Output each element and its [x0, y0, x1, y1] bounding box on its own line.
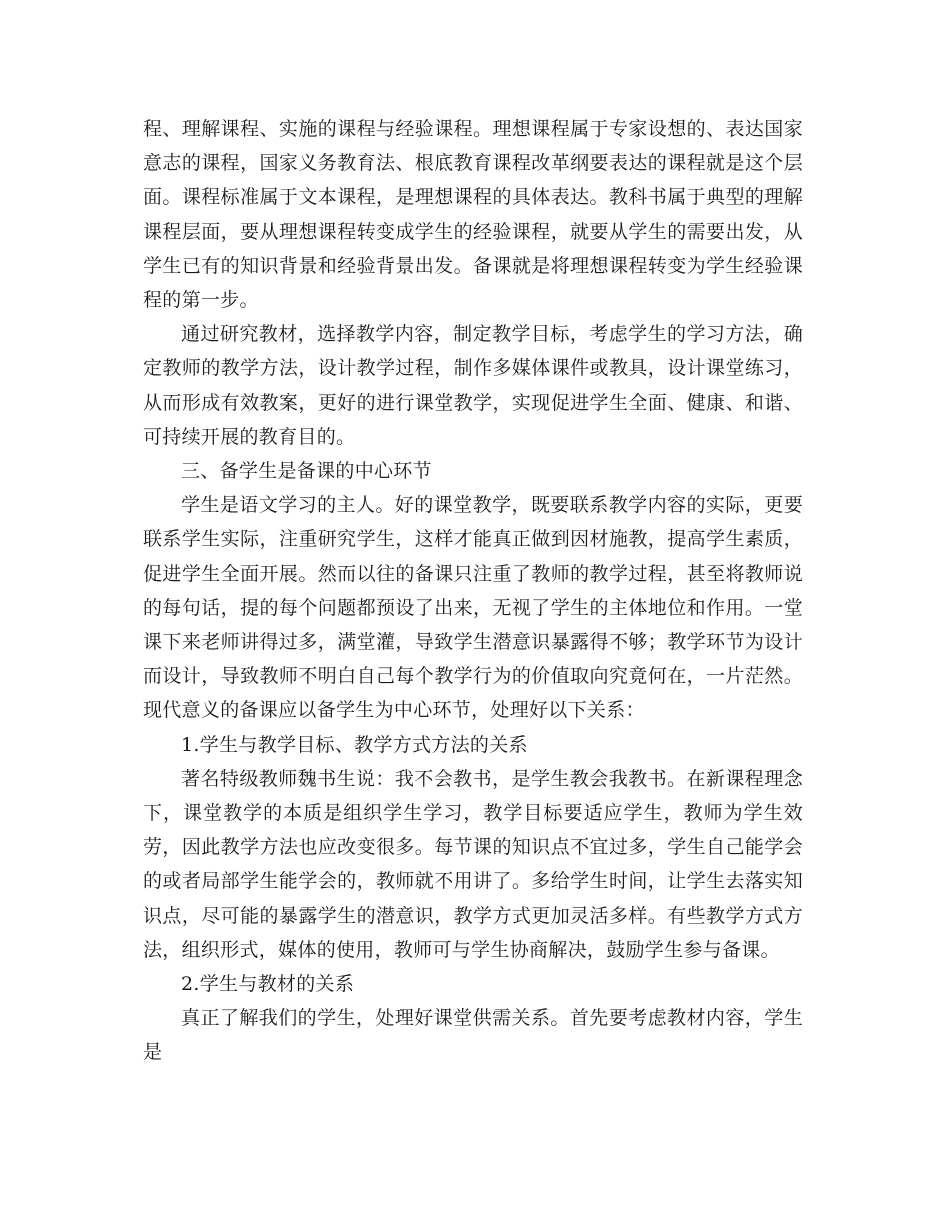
paragraph-lesson-preparation: 通过研究教材，选择教学内容，制定教学目标，考虑学生的学习方法，确定教师的教学方法，设计教学过程，制作多媒体课件或教具，设计课堂练习，从而形成有效教案，更好的进行课堂教学，实现促进学生全面、健康、和谐、可持续开展的教育目的。: [143, 323, 803, 448]
subheading-1: 1.学生与教学目标、教学方式方法的关系: [181, 733, 528, 756]
section-heading-3: 三、备学生是备课的中心环节: [181, 460, 432, 483]
subheading-2: 2.学生与教材的关系: [181, 973, 355, 996]
paragraph-supply-demand: 真正了解我们的学生，处理好课堂供需关系。首先要考虑教材内容，学生是: [143, 1007, 803, 1064]
paragraph-students-as-masters: 学生是语文学习的主人。好的课堂教学，既要联系教学内容的实际，更要联系学生实际，注重研究学生，这样才能真正做到因材施教，提高学生素质，促进学生全面开展。然而以往的备课只注重了教师的教学过程，甚至将教师说的每句话，提的每个问题都预设了出来，无视了学生的主体地位和作用。一堂课下来老师讲得过多，满堂灌，导致学生潜意识暴露得不够；教学环节为设计而设计，导致教师不明白自己每个教学行为的价值取向究竟何在，一片茫然。现代意义的备课应以备学生为中心环节，处理好以下关系：: [143, 494, 803, 722]
paragraph-wei-shusheng: 著名特级教师魏书生说：我不会教书，是学生教会我教书。在新课程理念下，课堂教学的本质是组织学生学习，教学目标要适应学生，教师为学生效劳，因此教学方法也应改变很多。每节课的知识点不宜过多，学生自己能学会的或者局部学生能学会的，教师就不用讲了。多给学生时间，让学生去落实知识点，尽可能的暴露学生的潜意识，教学方式更加灵活多样。有些教学方式方法，组织形式，媒体的使用，教师可与学生协商解决，鼓励学生参与备课。: [143, 767, 803, 961]
document-body: [143, 112, 803, 1070]
paragraph-curriculum-levels: 程、理解课程、实施的课程与经验课程。理想课程属于专家设想的、表达国家意志的课程，国家义务教育法、根底教育课程改革纲要表达的课程就是这个层面。课程标准属于文本课程，是理想课程的具体表达。教科书属于典型的理解课程层面，要从理想课程转变成学生的经验课程，就要从学生的需要出发，从学生已有的知识背景和经验背景出发。备课就是将理想课程转变为学生经验课程的第一步。: [143, 118, 803, 312]
